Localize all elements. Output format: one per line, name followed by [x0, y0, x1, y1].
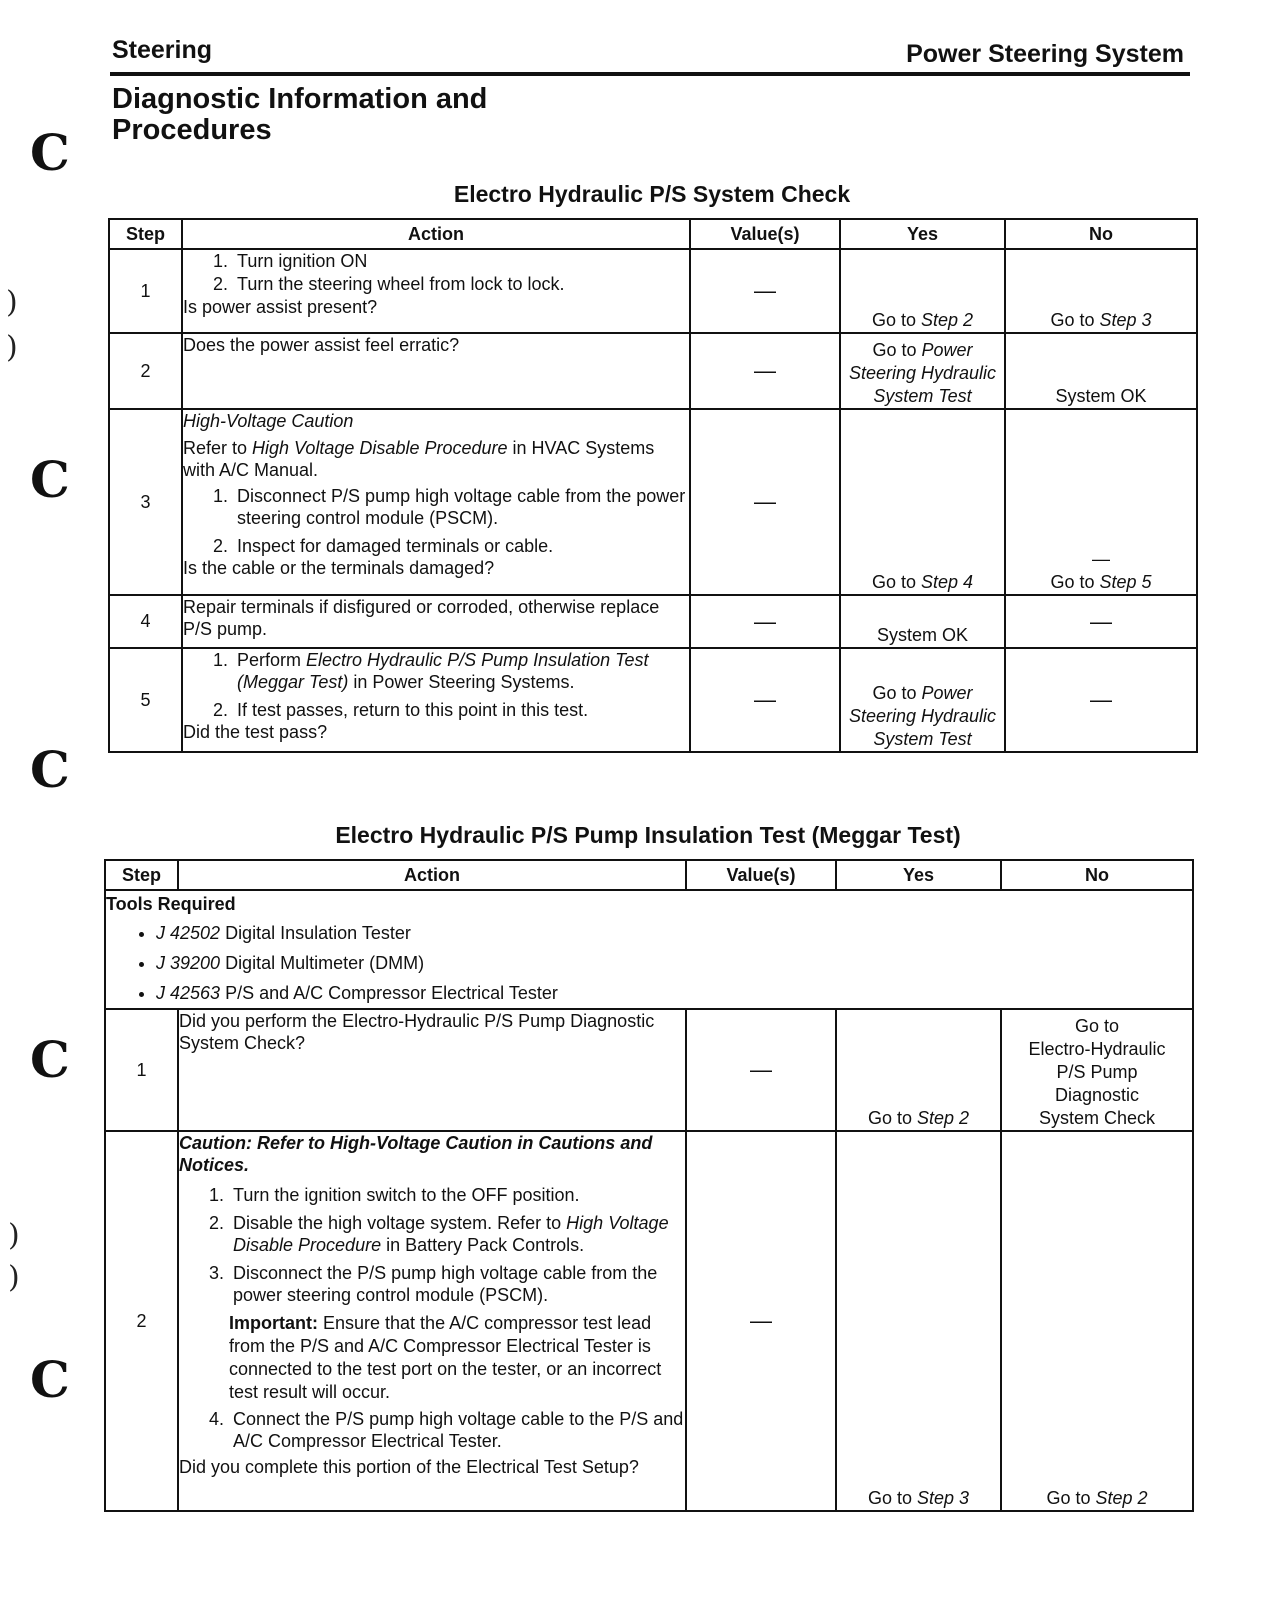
action-item: 1. Turn the ignition switch to the OFF position.: [229, 1184, 685, 1206]
action-cell: [182, 648, 690, 752]
table2-title: Electro Hydraulic P/S Pump Insulation Test (Meggar Test): [335, 822, 961, 848]
step-link[interactable]: Step 4: [920, 572, 974, 592]
no-cell: Go to Step 3: [1005, 249, 1197, 333]
col-values: Value(s): [686, 860, 836, 890]
table-row: [109, 595, 1197, 648]
action-cell: [182, 409, 690, 595]
table-row: [105, 1131, 1193, 1511]
value-cell: —: [686, 1131, 836, 1511]
table-row: [109, 249, 1197, 333]
step-link[interactable]: Step 3: [916, 1488, 970, 1508]
action-question: Is the cable or the terminals damaged?: [183, 558, 495, 578]
action-question: Did you complete this portion of the Electrical Test Setup?: [179, 1457, 639, 1477]
action-item: 1. Disconnect P/S pump high voltage cable from the power steering control module (PSCM).: [233, 485, 689, 529]
action-cell: Did you perform the Electro-Hydraulic P/S Pump Diagnostic System Check?: [178, 1009, 686, 1131]
step-number: 4: [109, 595, 182, 648]
step-number: 3: [109, 409, 182, 595]
table-header-row: [109, 219, 1197, 249]
step-number: 1: [109, 249, 182, 333]
header-section: Steering: [112, 36, 213, 64]
action-question: Is power assist present?: [183, 297, 378, 317]
tool-code: J 42502: [156, 923, 221, 943]
header-chapter: Power Steering System: [906, 40, 1184, 68]
col-action: Action: [182, 219, 690, 249]
tools-list: [106, 918, 1192, 1008]
table-row: [109, 333, 1197, 409]
procedure-link[interactable]: Steering Hydraulic: [848, 706, 997, 726]
page-header: [110, 34, 1190, 76]
important-note: Important: Ensure that the A/C compressor test lead from the P/S and A/C Compressor Electrical Tester is connected to the test port on the tester, or an incorrect test result will occur.: [229, 1313, 662, 1402]
procedure-link[interactable]: System Test: [873, 729, 972, 749]
binder-hole-mark: ): [8, 1260, 20, 1295]
step-number: 2: [109, 333, 182, 409]
binder-ring-mark: C: [30, 740, 70, 799]
col-yes: Yes: [840, 219, 1005, 249]
col-yes: Yes: [836, 860, 1001, 890]
binder-ring-mark: C: [30, 123, 70, 182]
yes-cell: System OK: [840, 595, 1005, 648]
refer-text: Refer to High Voltage Disable Procedure in HVAC Systems with A/C Manual.: [183, 438, 655, 480]
binder-ring-mark: C: [30, 450, 70, 509]
col-values: Value(s): [690, 219, 840, 249]
tool-item: • J 42563 P/S and A/C Compressor Electrical Tester: [156, 978, 1192, 1008]
action-item: 4. Connect the P/S pump high voltage cable to the P/S and A/C Compressor Electrical Tester.: [229, 1408, 685, 1452]
binder-ring-mark: C: [30, 1350, 70, 1409]
col-step: Step: [109, 219, 182, 249]
action-item: 2. Disable the high voltage system. Refer to High Voltage Disable Procedure in Battery Pack Controls.: [229, 1212, 685, 1256]
binder-hole-mark: ): [6, 285, 18, 320]
no-cell: Go to Step 2: [1001, 1131, 1193, 1511]
step-link[interactable]: Step 2: [920, 310, 974, 330]
procedure-link[interactable]: Power: [921, 340, 973, 360]
action-item: 3. Disconnect the P/S pump high voltage cable from the power steering control module (PSCM).: [229, 1262, 685, 1306]
step-link[interactable]: Step 3: [1099, 310, 1152, 330]
value-cell: —: [690, 333, 840, 409]
page-title: Diagnostic Information and Procedures: [112, 83, 488, 146]
caution-title: Caution: Refer to High-Voltage Caution in Cautions and Notices.: [179, 1133, 653, 1175]
value-cell: —: [686, 1009, 836, 1131]
col-step: Step: [105, 860, 178, 890]
value-cell: —: [690, 409, 840, 595]
binder-ring-mark: C: [30, 1030, 70, 1089]
action-cell: [182, 333, 690, 409]
action-question: Does the power assist feel erratic?: [183, 335, 460, 355]
insulation-test-table: [104, 859, 1194, 1512]
no-cell: System OK: [1005, 333, 1197, 409]
action-item: 2. Turn the steering wheel from lock to lock.: [233, 273, 689, 296]
table-row: [109, 648, 1197, 752]
value-cell: —: [690, 648, 840, 752]
procedure-link[interactable]: System Test: [873, 386, 972, 406]
tool-code: J 42563: [156, 983, 221, 1003]
tools-label: Tools Required: [106, 894, 236, 914]
table-row: [109, 409, 1197, 595]
action-cell: Repair terminals if disfigured or corroded, otherwise replace P/S pump.: [182, 595, 690, 648]
no-cell: — Go to Step 5: [1005, 409, 1197, 595]
no-cell[interactable]: Go to Electro-Hydraulic P/S Pump Diagnostic System Check: [1001, 1009, 1193, 1131]
step-link[interactable]: Step 2: [1095, 1488, 1148, 1508]
action-item: 1. Turn ignition ON: [233, 250, 689, 273]
procedure-link[interactable]: High Voltage Disable Procedure: [233, 1213, 669, 1255]
yes-cell: Go to Step 4: [840, 409, 1005, 595]
procedure-link[interactable]: Electro Hydraulic P/S Pump Insulation Test (Meggar Test): [237, 650, 649, 692]
yes-cell: Go to Power Steering Hydraulic System Test: [840, 333, 1005, 409]
yes-cell: Go to Step 2: [836, 1009, 1001, 1131]
no-cell: —: [1005, 595, 1197, 648]
procedure-link[interactable]: Steering Hydraulic: [848, 363, 997, 383]
step-number: 2: [105, 1131, 178, 1511]
binder-hole-mark: ): [6, 330, 18, 365]
value-cell: —: [690, 595, 840, 648]
yes-cell: Go to Step 3: [836, 1131, 1001, 1511]
table1-title: Electro Hydraulic P/S System Check: [453, 181, 851, 207]
col-action: Action: [178, 860, 686, 890]
binder-hole-mark: ): [8, 1218, 20, 1253]
action-cell: [182, 249, 690, 333]
yes-cell: Go to Step 2: [840, 249, 1005, 333]
table-row: [105, 1009, 1193, 1131]
caution-title: High-Voltage Caution: [183, 411, 354, 431]
yes-cell: Go to Power Steering Hydraulic System Test: [840, 648, 1005, 752]
no-cell: —: [1005, 648, 1197, 752]
action-item: 2. Inspect for damaged terminals or cable.: [233, 535, 689, 557]
tools-cell: [105, 890, 1193, 1009]
tool-code: J 39200: [156, 953, 221, 973]
step-number: 5: [109, 648, 182, 752]
col-no: No: [1005, 219, 1197, 249]
col-no: No: [1001, 860, 1193, 890]
procedure-link[interactable]: High Voltage Disable Procedure: [252, 438, 508, 458]
tool-item: • J 42502 Digital Insulation Tester: [156, 918, 1192, 948]
action-item: 1. Perform Electro Hydraulic P/S Pump Insulation Test (Meggar Test) in Power Steering Systems.: [233, 649, 689, 693]
step-number: 1: [105, 1009, 178, 1131]
system-check-table: [108, 218, 1198, 753]
dash: —: [1092, 549, 1110, 569]
tool-item: • J 39200 Digital Multimeter (DMM): [156, 948, 1192, 978]
tools-row: [105, 890, 1193, 1009]
step-link[interactable]: Step 5: [1099, 572, 1152, 592]
action-question: Did the test pass?: [183, 722, 328, 742]
value-cell: —: [690, 249, 840, 333]
procedure-link[interactable]: Power: [921, 683, 973, 703]
step-link[interactable]: Step 2: [916, 1108, 970, 1128]
action-cell: [178, 1131, 686, 1511]
action-item: 2. If test passes, return to this point in this test.: [233, 699, 689, 721]
table-header-row: [105, 860, 1193, 890]
